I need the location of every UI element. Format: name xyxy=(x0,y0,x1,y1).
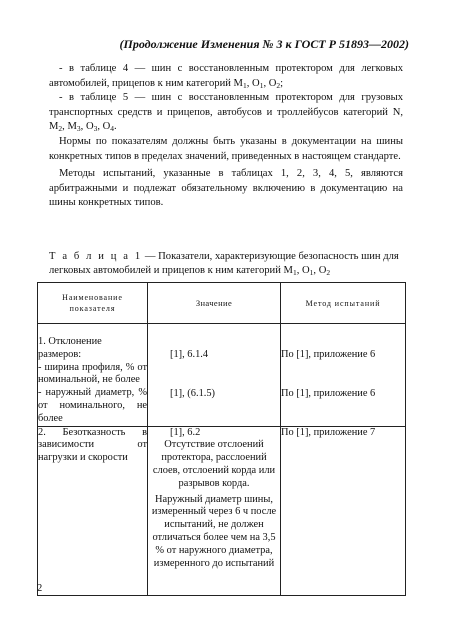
paragraph-methods: Методы испытаний, указанные в таблицах 1, 2, 3, 4, 5, являются арбитражными и подлежат обязательному включению в документацию на шины конкретных типов. xyxy=(49,168,403,209)
paragraph-text: . xyxy=(114,121,117,133)
paragraph-norms: Нормы по показателям должны быть указаны в документации на шины конкретных типов в пределах значений, приведенных в настоящем стандарте. xyxy=(49,135,403,162)
paragraph-text: - в таблице 4 — шин с восстановленным протектором для легковых автомобилей, прицепов к ним категорий М xyxy=(49,63,403,89)
subscript: 2 xyxy=(326,267,331,277)
page-header: (Продолжение Изменения № 3 к ГОСТ Р 51893—2002) xyxy=(119,37,409,51)
caption-text: , О xyxy=(313,264,327,276)
table-label: Т а б л и ц а 1 xyxy=(49,251,143,262)
row1-item-diameter: - наружный диаметр, % от номинального, не более xyxy=(38,387,147,424)
subscript: 1 xyxy=(292,267,297,277)
paragraph-text: , О xyxy=(80,121,94,133)
table-row xyxy=(38,324,406,427)
row1-method-cell xyxy=(281,324,406,427)
row1-value-cell xyxy=(148,324,281,427)
paragraph-text: , О xyxy=(246,77,260,89)
row2-name: 2. Безотказность в зависимости от нагрузки и скорости xyxy=(38,426,147,464)
page-number: 2 xyxy=(37,583,43,594)
paragraph-text: - в таблице 5 — шин с восстановленным протектором для грузовых транспортных средств и прицепов, автобусов и троллейбусов категорий N, М xyxy=(49,92,403,133)
caption-text: — Показатели, характеризующие безопасность шин для легковых автомобилей и прицепов к ним категорий М xyxy=(49,251,399,276)
paragraph-text: , О xyxy=(263,77,277,89)
row1-title: 1. Отклонение размеров: xyxy=(38,336,102,360)
column-header-name: Наименование показателя xyxy=(38,283,148,324)
row2-value-cell xyxy=(148,426,281,595)
paragraph-text: , О xyxy=(97,121,111,133)
row2-value-ref: [1], 6.2 xyxy=(170,426,201,438)
indicators-table xyxy=(37,282,406,596)
row1-value-diameter: [1], (6.1.5) xyxy=(170,387,216,399)
paragraph-text: , М xyxy=(62,121,77,133)
row2-value-defects: Отсутствие отслоений протектора, расслоений слоев, отслоений корда или разрывов корда. xyxy=(152,439,276,489)
subscript: 2 xyxy=(276,80,281,90)
caption-text: , О xyxy=(296,264,310,276)
table-caption xyxy=(49,250,407,277)
row1-value-width: [1], 6.1.4 xyxy=(170,349,209,360)
subscript: 1 xyxy=(309,267,314,277)
row2-name-cell xyxy=(38,426,148,595)
subscript: 1 xyxy=(242,80,247,90)
column-header-value: Значение xyxy=(148,283,281,324)
row2-value-diameter: Наружный диаметр шины, измеренный через 6 ч после испытаний, не должен отличаться более чем на 3,5 % от наружного диаметра, измеренного до испытаний xyxy=(151,493,277,569)
paragraph-table5 xyxy=(49,91,403,135)
paragraph-table4 xyxy=(49,62,403,91)
subscript: 1 xyxy=(259,80,264,90)
body-text xyxy=(49,62,403,211)
column-header-method: Метод испытаний xyxy=(281,283,406,324)
row1-method-diameter: По [1], приложение 6 xyxy=(281,387,376,399)
row2-method: По [1], приложение 7 xyxy=(281,426,376,438)
row2-method-cell xyxy=(281,426,406,595)
subscript: 2 xyxy=(58,124,63,134)
subscript: 4 xyxy=(110,124,115,134)
subscript: 3 xyxy=(76,124,81,134)
table-row xyxy=(38,426,406,595)
row1-name-cell xyxy=(38,324,148,427)
paragraph-text: ; xyxy=(280,77,284,89)
subscript: 3 xyxy=(93,124,98,134)
row1-method-width: По [1], приложение 6 xyxy=(281,349,376,360)
table-header-row xyxy=(38,283,406,324)
row1-item-width: - ширина профиля, % от номинальной, не более xyxy=(38,361,147,386)
